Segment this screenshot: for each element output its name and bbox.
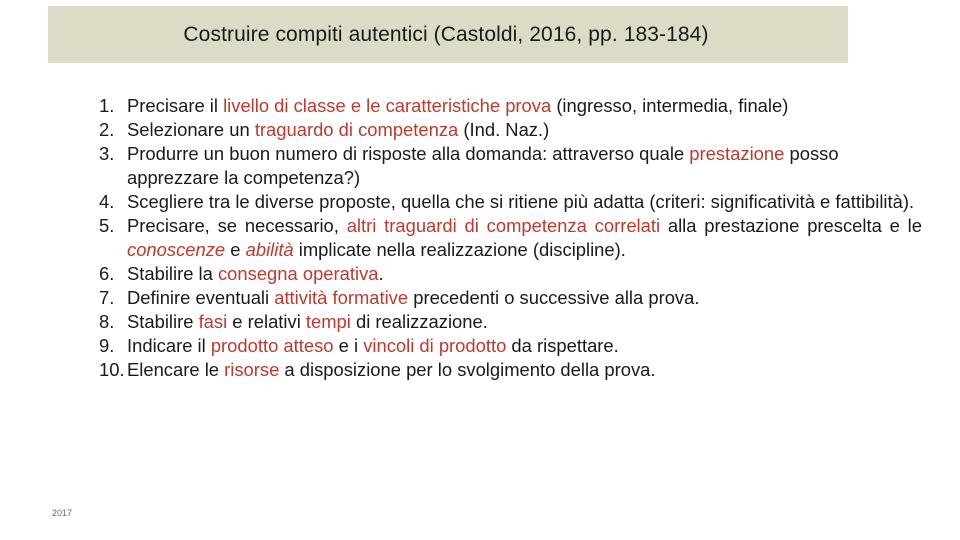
- list-item: [70, 190, 922, 214]
- list-item-text: Precisare il livello di classe e le caratteristiche prova (ingresso, intermedia, finale): [127, 95, 789, 116]
- highlighted-term: prodotto atteso: [210, 335, 334, 356]
- highlighted-term: altri traguardi di competenza correlati: [346, 215, 661, 236]
- list-item-text: Selezionare un traguardo di competenza (Ind. Naz.): [127, 119, 550, 140]
- footer-year: 2017: [52, 508, 73, 518]
- highlighted-term: livello di classe e le caratteristiche prova: [223, 95, 552, 116]
- list-item-text: Stabilire la consegna operativa.: [127, 263, 384, 284]
- highlighted-term: abilità: [245, 239, 294, 260]
- list-item-number: 2.: [99, 119, 115, 140]
- highlighted-term: risorse: [224, 359, 280, 380]
- list-item-number: 3.: [99, 143, 115, 164]
- steps-list: [70, 94, 922, 382]
- list-item-text: Definire eventuali attività formative precedenti o successive alla prova.: [127, 287, 700, 308]
- list-item-text: Precisare, se necessario, altri traguardi di competenza correlati alla prestazione prescelta e le conoscenze e abilità implicate nella realizzazione (discipline).: [127, 215, 922, 260]
- list-item: [70, 118, 922, 142]
- list-item: [70, 310, 922, 334]
- list-item-number: 6.: [99, 263, 115, 284]
- list-item: [70, 94, 922, 118]
- list-item: [70, 214, 922, 262]
- list-item-text: Elencare le risorse a disposizione per lo svolgimento della prova.: [127, 359, 656, 380]
- list-item-number: 8.: [99, 311, 115, 332]
- highlighted-term: conoscenze: [127, 239, 226, 260]
- highlighted-term: consegna operativa: [217, 263, 379, 284]
- title-banner: [48, 6, 848, 63]
- list-item-number: 4.: [99, 191, 115, 212]
- list-item: [70, 286, 922, 310]
- highlighted-term: prestazione: [689, 143, 785, 164]
- list-item-text: Scegliere tra le diverse proposte, quella che si ritiene più adatta (criteri: significatività e fattibilità).: [127, 191, 915, 212]
- list-item-number: 10.: [99, 359, 125, 380]
- list-item: [70, 358, 922, 382]
- list-item-text: Stabilire fasi e relativi tempi di realizzazione.: [127, 311, 488, 332]
- list-item: [70, 142, 922, 190]
- list-item-number: 1.: [99, 95, 115, 116]
- highlighted-term: attività formative: [274, 287, 409, 308]
- list-item-number: 7.: [99, 287, 115, 308]
- highlighted-term: traguardo di competenza: [254, 119, 459, 140]
- list-item: [70, 262, 922, 286]
- list-item-text: Produrre un buon numero di risposte alla domanda: attraverso quale prestazione posso apprezzare la competenza?): [127, 143, 839, 188]
- highlighted-term: tempi: [305, 311, 351, 332]
- list-item-number: 9.: [99, 335, 115, 356]
- highlighted-term: fasi: [198, 311, 228, 332]
- list-item-text: Indicare il prodotto atteso e i vincoli di prodotto da rispettare.: [127, 335, 619, 356]
- list-item: [70, 334, 922, 358]
- list-item-number: 5.: [99, 215, 115, 236]
- slide-title: Costruire compiti autentici (Castoldi, 2016, pp. 183-184): [183, 22, 709, 46]
- highlighted-term: vincoli di prodotto: [363, 335, 507, 356]
